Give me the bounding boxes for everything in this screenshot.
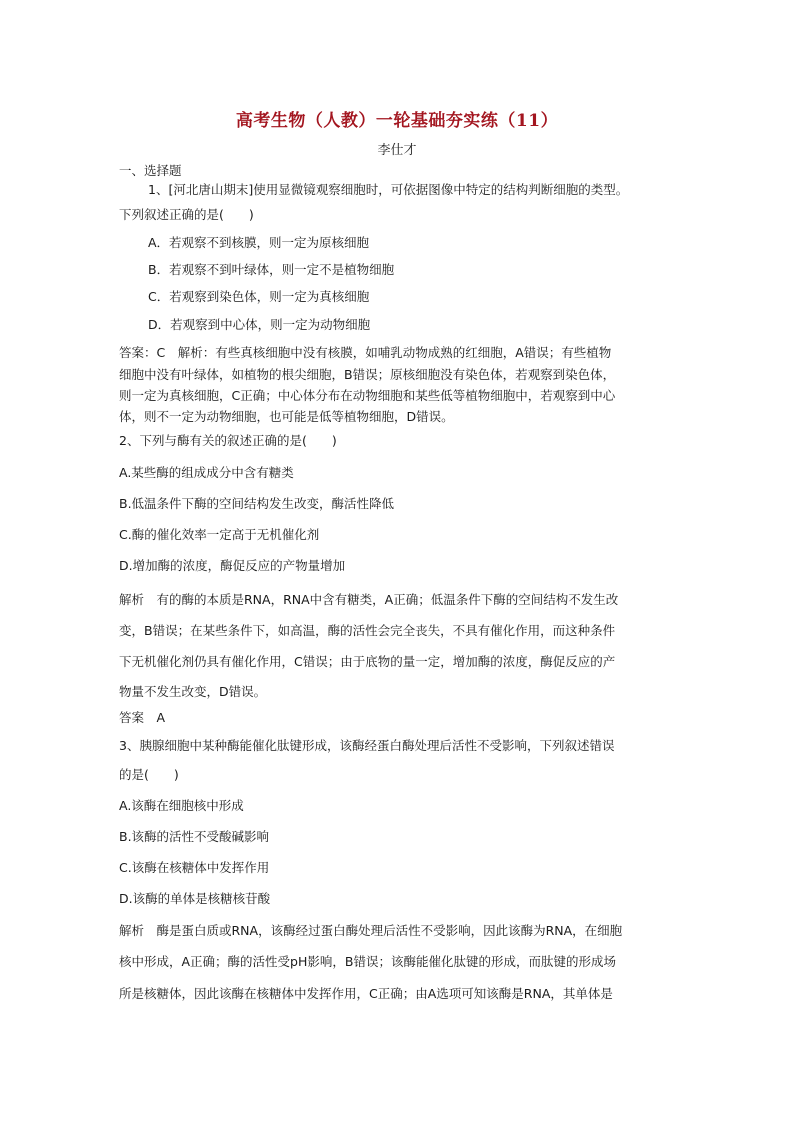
q1-option: B．若观察不到叶绿体，则一定不是植物细胞: [148, 262, 395, 277]
section-heading: 一、选择题: [119, 163, 182, 178]
q2-option: D.增加酶的浓度，酶促反应的产物量增加: [119, 558, 346, 573]
q3-option: A.该酶在细胞核中形成: [119, 798, 244, 813]
document-author: 李仕才: [377, 143, 417, 158]
q3-analysis-line: 所是核糖体，因此该酶在核糖体中发挥作用，C正确；由A选项可知该酶是RNA，其单体是: [119, 986, 613, 1001]
q2-option: B.低温条件下酶的空间结构发生改变，酶活性降低: [119, 496, 395, 511]
q1-answer-line: 体，则不一定为动物细胞，也可能是低等植物细胞，D错误。: [119, 409, 454, 424]
document-title: 高考生物（人教）一轮基础夯实练（11）: [235, 111, 559, 131]
q2-analysis-line: 物量不发生改变，D错误。: [119, 684, 267, 699]
q1-option: C．若观察到染色体，则一定为真核细胞: [148, 289, 370, 304]
q1-stem-line: 下列叙述正确的是( ): [119, 207, 254, 222]
q3-option: B.该酶的活性不受酸碱影响: [119, 829, 270, 844]
q3-stem-line: 3、胰腺细胞中某种酶能催化肽键形成，该酶经蛋白酶处理后活性不受影响，下列叙述错误: [119, 738, 615, 753]
q1-answer-line: 答案：C 解析：有些真核细胞中没有核膜，如哺乳动物成熟的红细胞，A错误；有些植物: [119, 345, 612, 360]
q1-stem-line: 1、[河北唐山期末]使用显微镜观察细胞时，可依据图像中特定的结构判断细胞的类型。: [148, 182, 629, 197]
q2-option: C.酶的催化效率一定高于无机催化剂: [119, 527, 320, 542]
q2-option: A.某些酶的组成成分中含有糖类: [119, 465, 294, 480]
q3-analysis-line: 解析 酶是蛋白质或RNA，该酶经过蛋白酶处理后活性不受影响，因此该酶为RNA，在细胞: [119, 923, 623, 938]
q1-option: A．若观察不到核膜，则一定为原核细胞: [148, 235, 370, 250]
q2-analysis-line: 下无机催化剂仍具有催化作用，C错误；由于底物的量一定，增加酶的浓度，酶促反应的产: [119, 654, 616, 669]
q3-option: D.该酶的单体是核糖核苷酸: [119, 891, 271, 906]
q2-stem: 2、下列与酶有关的叙述正确的是( ): [119, 433, 337, 448]
q3-option: C.该酶在核糖体中发挥作用: [119, 860, 270, 875]
q2-analysis-line: 解析 有的酶的本质是RNA，RNA中含有糖类，A正确；低温条件下酶的空间结构不发生改: [119, 592, 619, 607]
q1-option: D．若观察到中心体，则一定为动物细胞: [148, 317, 371, 332]
q3-stem-line: 的是( ): [119, 767, 179, 782]
q2-answer: 答案 A: [119, 710, 166, 725]
q1-answer-line: 则一定为真核细胞，C正确；中心体分布在动物细胞和某些低等植物细胞中，若观察到中心: [119, 388, 616, 403]
q2-analysis-line: 变，B错误；在某些条件下，如高温，酶的活性会完全丧失，不具有催化作用，而这种条件: [119, 623, 616, 638]
q1-answer-line: 细胞中没有叶绿体，如植物的根尖细胞，B错误；原核细胞没有染色体，若观察到染色体，: [119, 367, 616, 382]
q3-analysis-line: 核中形成，A正确；酶的活性受pH影响，B错误；该酶能催化肽键的形成，而肽键的形成场: [119, 954, 616, 969]
